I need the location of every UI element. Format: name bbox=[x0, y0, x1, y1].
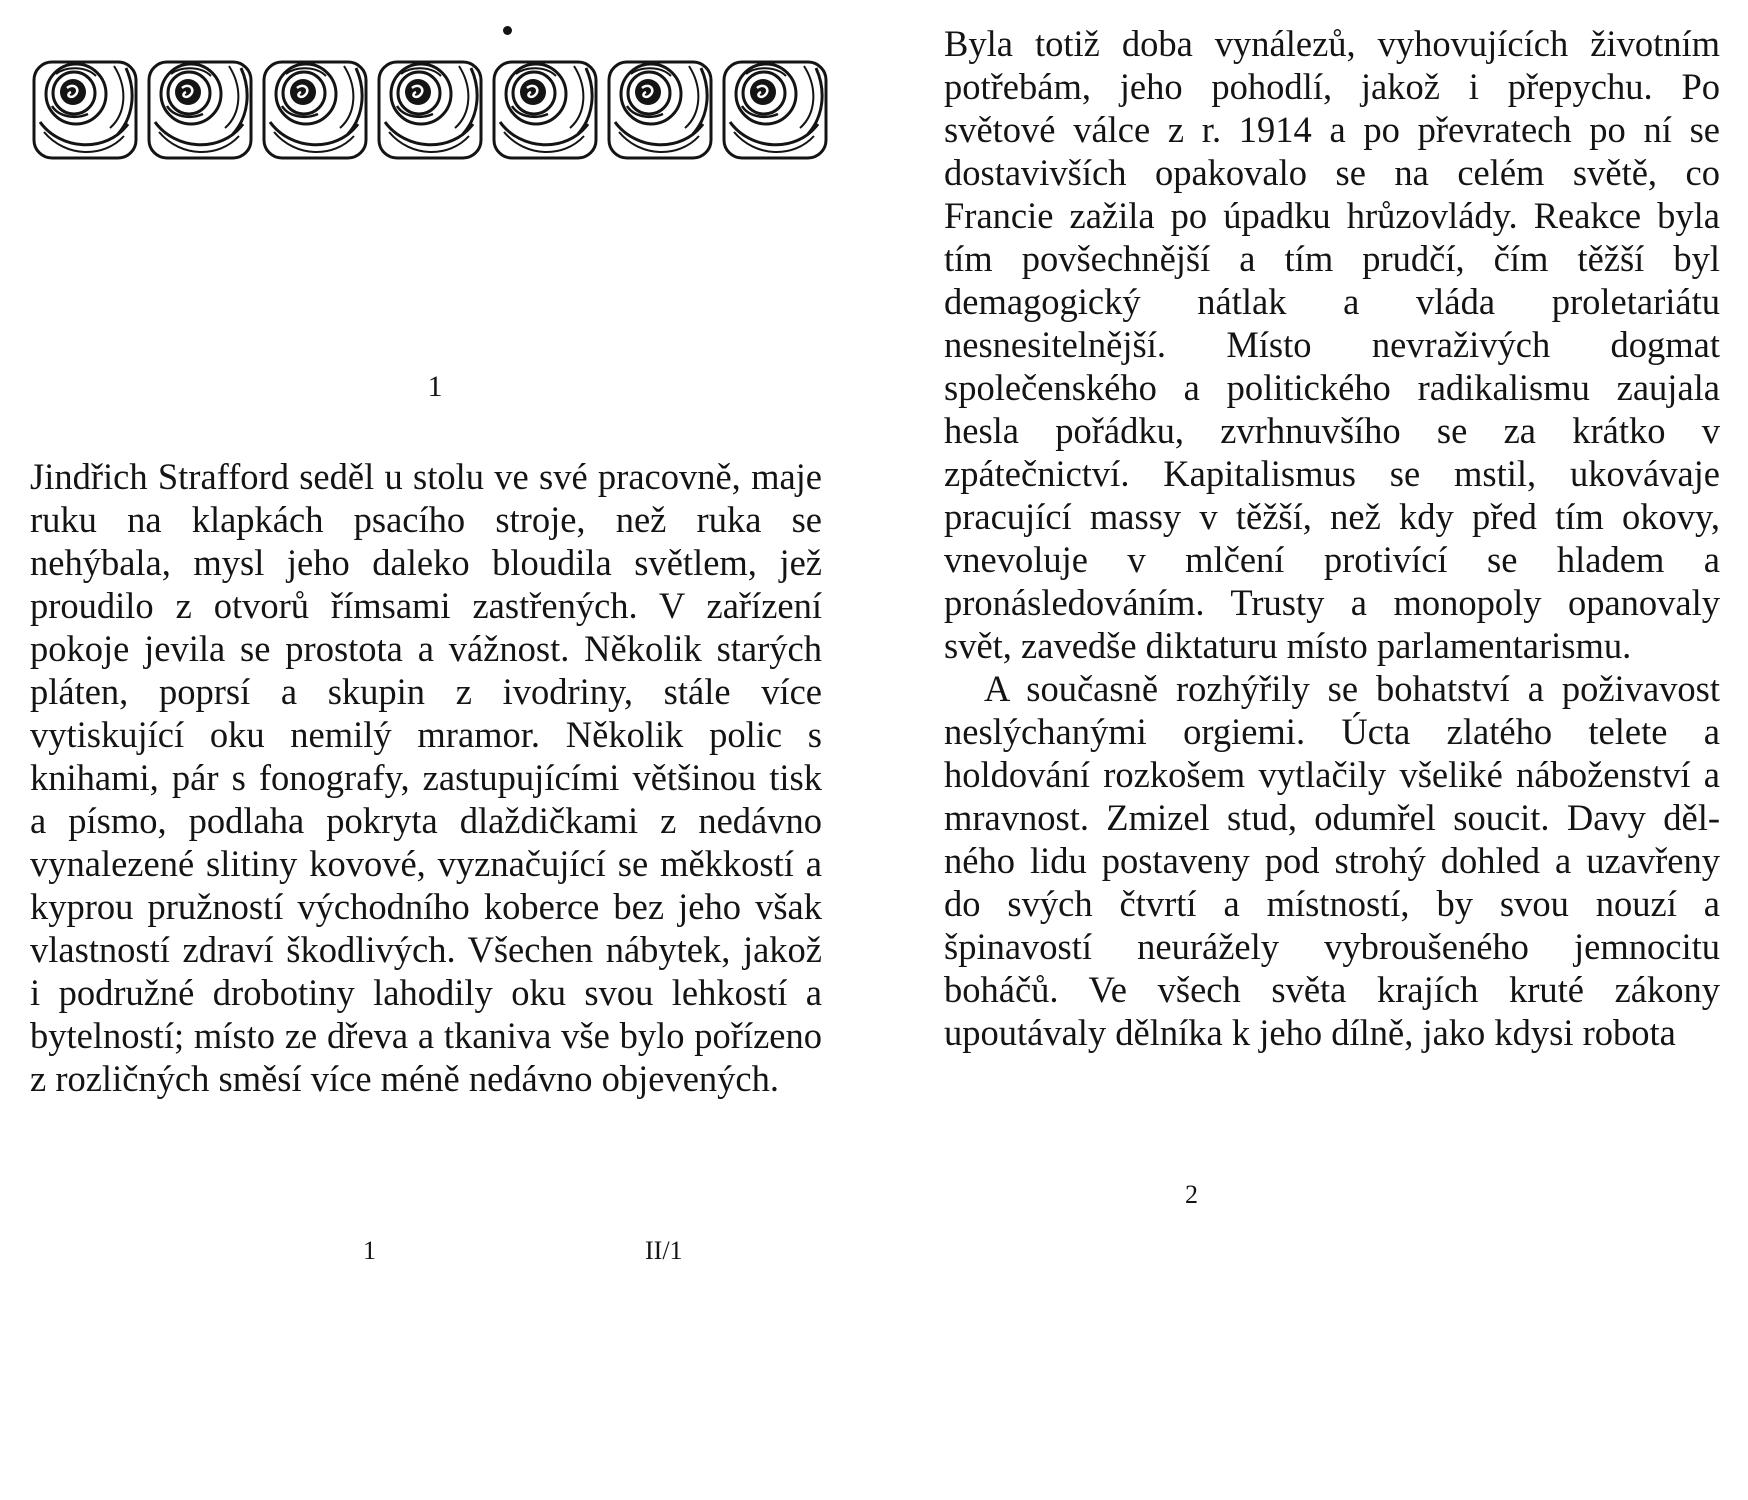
chapter-number: 1 bbox=[427, 370, 443, 403]
rose-tile-icon bbox=[720, 58, 830, 162]
right-page-text bbox=[944, 22, 1720, 1054]
rose-tile-icon bbox=[375, 58, 485, 162]
rose-tile-icon bbox=[605, 58, 715, 162]
footer-signature: 1 bbox=[363, 1236, 376, 1265]
footer-mark: II/1 bbox=[645, 1236, 683, 1265]
left-paragraph: Jindřich Strafford seděl u stolu ve své pracovně, maje ruku na klapkách psacího stroje, než ruka se nehýbala, mysl jeho daleko bloudila světlem, jež proudilo z otvorů římsami zastřených. V zařízení pokoje jevila se prostota a vážnost. Několik starých pláten, poprsí a skupin z ivodriny, stále více vytiskující oku nemilý mramor. Několik polic s knihami, pár s fonografy, zastupujícími většinou tisk a písmo, podlaha pokryta dlaždičkami z nedávno vynalezené slitiny kovové, vyznačující se měkkostí a kyprou pružností východního koberce bez jeho však vlastností zdraví škodlivých. Všechen nábytek, jakož i podružné drobotiny lahodily oku svou lehkostí a bytelností; místo ze dřeva a tkaniva vše bylo pořízeno z rozličných směsí více méně nedávno objevených. bbox=[30, 456, 822, 1099]
rose-tile-icon bbox=[30, 58, 140, 162]
rose-tile-icon bbox=[490, 58, 600, 162]
rose-ornament-band bbox=[30, 58, 830, 164]
left-page-text bbox=[30, 455, 822, 1100]
page-number: 2 bbox=[1185, 1180, 1198, 1209]
rose-tile-icon bbox=[260, 58, 370, 162]
ink-speck bbox=[503, 26, 512, 35]
right-paragraph-2: A současně rozhýřily se bohatství a poživavost neslýchanými orgiemi. Úcta zlatého telete a holdování rozkošem vytlačily všeliké náboženství a mravnost. Zmizel stud, odumřel soucit. Davy dělného lidu postaveny pod strohý dohled a uzavřeny do svých čtvrtí a místností, by svou nouzí a špinavostí neurážely vybroušeného jemnocitu boháčů. Ve všech světa krajích kruté zákony upoutávaly dělníka k jeho dílně, jako kdysi robota bbox=[944, 668, 1720, 1053]
rose-tile-icon bbox=[145, 58, 255, 162]
right-paragraph-1: Byla totiž doba vynálezů, vyhovujících životním potřebám, jeho pohodlí, jakož i přepychu. Po světové válce z r. 1914 a po převratech po ní se dostavivších opakovalo se na celém světě, co Francie zažila po úpadku hrůzovlády. Reakce byla tím povšechnější a tím prudčí, čím těžší byl demagogický nátlak a vláda proletariátu nesnesitelnější. Místo nevraživých dogmat společenského a politického radikalismu zaujala hesla pořádku, zvrhnuvšího se za krátko v zpátečnictví. Kapitalismus se mstil, ukovávaje pracující massy v těžší, než kdy před tím okovy, vnevoluje v mlčení protivící se hladem a pronásledováním. Trusty a monopoly opanovaly svět, zavedše diktaturu místo parlamentarismu. bbox=[944, 23, 1720, 666]
